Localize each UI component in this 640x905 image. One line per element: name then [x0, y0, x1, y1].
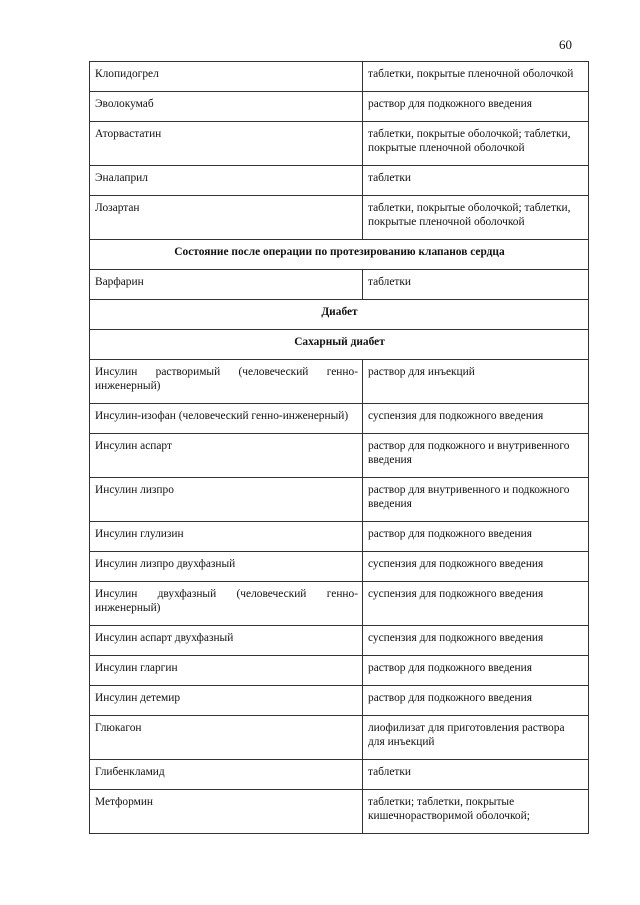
- drug-row: [90, 522, 589, 552]
- drug-row: [90, 760, 589, 790]
- drug-row: [90, 582, 589, 626]
- drug-name-cell: Глюкагон: [90, 716, 363, 760]
- section-header-row: [90, 240, 589, 270]
- drug-name-cell: Эволокумаб: [90, 92, 363, 122]
- dosage-form-cell: раствор для подкожного введения: [363, 522, 589, 552]
- dosage-form-cell: таблетки: [363, 760, 589, 790]
- drug-row: [90, 404, 589, 434]
- drug-table-body: [90, 62, 589, 834]
- drug-row: [90, 270, 589, 300]
- drug-name-cell: Варфарин: [90, 270, 363, 300]
- drug-name-cell: Инсулин детемир: [90, 686, 363, 716]
- drug-name-cell: Инсулин растворимый (человеческий генно-инженерный): [90, 360, 363, 404]
- drug-name-cell: Клопидогрел: [90, 62, 363, 92]
- dosage-form-cell: таблетки: [363, 270, 589, 300]
- drug-name-cell: Инсулин-изофан (человеческий генно-инженерный): [90, 404, 363, 434]
- drug-name-cell: Инсулин аспарт двухфазный: [90, 626, 363, 656]
- drug-row: [90, 92, 589, 122]
- dosage-form-cell: суспензия для подкожного введения: [363, 582, 589, 626]
- dosage-form-cell: раствор для инъекций: [363, 360, 589, 404]
- drug-name-cell: Инсулин лизпро: [90, 478, 363, 522]
- drug-name-cell: Инсулин глулизин: [90, 522, 363, 552]
- drug-row: [90, 62, 589, 92]
- dosage-form-cell: лиофилизат для приготовления раствора для инъекций: [363, 716, 589, 760]
- drug-row: [90, 122, 589, 166]
- drug-name-cell: Инсулин гларгин: [90, 656, 363, 686]
- dosage-form-cell: раствор для подкожного введения: [363, 686, 589, 716]
- dosage-form-cell: суспензия для подкожного введения: [363, 552, 589, 582]
- dosage-form-cell: таблетки, покрытые оболочкой; таблетки, покрытые пленочной оболочкой: [363, 122, 589, 166]
- dosage-form-cell: раствор для подкожного введения: [363, 656, 589, 686]
- dosage-form-cell: раствор для подкожного введения: [363, 92, 589, 122]
- section-title: Состояние после операции по протезированию клапанов сердца: [90, 240, 589, 270]
- drug-name-cell: Аторвастатин: [90, 122, 363, 166]
- drug-row: [90, 434, 589, 478]
- dosage-form-cell: таблетки; таблетки, покрытые кишечнорастворимой оболочкой;: [363, 790, 589, 834]
- dosage-form-cell: таблетки, покрытые оболочкой; таблетки, покрытые пленочной оболочкой: [363, 196, 589, 240]
- drug-name-cell: Глибенкламид: [90, 760, 363, 790]
- drug-row: [90, 360, 589, 404]
- dosage-form-cell: суспензия для подкожного введения: [363, 626, 589, 656]
- drug-row: [90, 790, 589, 834]
- dosage-form-cell: раствор для внутривенного и подкожного введения: [363, 478, 589, 522]
- drug-name-cell: Метформин: [90, 790, 363, 834]
- drug-row: [90, 196, 589, 240]
- section-title: Диабет: [90, 300, 589, 330]
- drug-name-cell: Инсулин двухфазный (человеческий генно-инженерный): [90, 582, 363, 626]
- drug-row: [90, 166, 589, 196]
- drug-table: [89, 61, 589, 834]
- drug-name-cell: Эналаприл: [90, 166, 363, 196]
- section-header-row: [90, 330, 589, 360]
- dosage-form-cell: таблетки, покрытые пленочной оболочкой: [363, 62, 589, 92]
- drug-row: [90, 686, 589, 716]
- drug-row: [90, 552, 589, 582]
- drug-row: [90, 716, 589, 760]
- dosage-form-cell: раствор для подкожного и внутривенного введения: [363, 434, 589, 478]
- section-header-row: [90, 300, 589, 330]
- drug-row: [90, 478, 589, 522]
- page-number: 60: [559, 37, 572, 52]
- dosage-form-cell: таблетки: [363, 166, 589, 196]
- drug-name-cell: Лозартан: [90, 196, 363, 240]
- drug-row: [90, 656, 589, 686]
- drug-name-cell: Инсулин лизпро двухфазный: [90, 552, 363, 582]
- section-title: Сахарный диабет: [90, 330, 589, 360]
- dosage-form-cell: суспензия для подкожного введения: [363, 404, 589, 434]
- drug-name-cell: Инсулин аспарт: [90, 434, 363, 478]
- drug-row: [90, 626, 589, 656]
